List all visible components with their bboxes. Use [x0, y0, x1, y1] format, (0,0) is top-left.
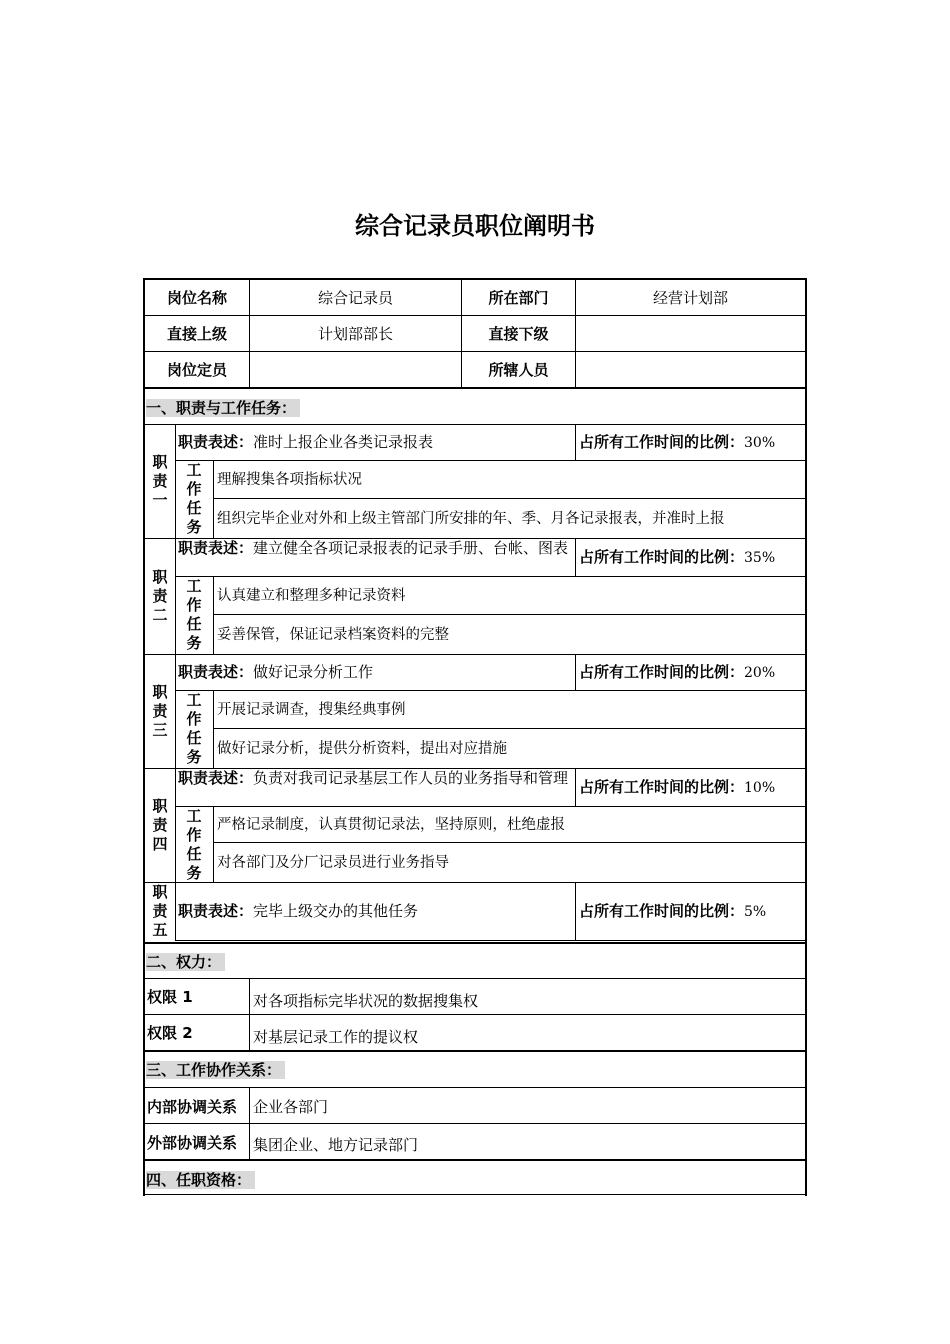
duty-4-task-1: 严格记录制度，认真贯彻记录法，坚持原则，杜绝虚报 [217, 817, 565, 833]
duty-1-name: 职责一 [152, 453, 168, 509]
duty-3-description: 做好记录分析工作 [253, 663, 374, 681]
duty-1-task-1: 理解搜集各项指标状况 [217, 472, 362, 488]
section-heading-qualifications: 四、任职资格： [146, 1171, 255, 1189]
duty-3-description-cell [178, 663, 572, 681]
position-name-label: 岗位名称 [166, 289, 227, 307]
power-value-2: 对基层记录工作的提议权 [253, 1028, 419, 1046]
power-value-1: 对各项指标完毕状况的数据搜集权 [253, 992, 479, 1010]
duty-3-ratio: 20% [744, 665, 776, 681]
duty-3-task-label: 工作任务 [186, 691, 202, 766]
position-description-table [143, 278, 807, 1196]
duty-4-task-label: 工作任务 [186, 807, 202, 882]
duty-3-task-2: 做好记录分析，提供分析资料，提出对应措施 [217, 741, 507, 757]
section-heading-duties: 一、职责与工作任务： [146, 399, 300, 417]
duty-2-task-1: 认真建立和整理多种记录资料 [217, 588, 406, 604]
duty-2-ratio-cell [579, 548, 775, 567]
section-heading-relations: 三、工作协作关系： [146, 1061, 285, 1079]
power-label-1: 权限 1 [147, 988, 193, 1006]
duty-5-description-label: 职责表述： [178, 902, 254, 920]
duty-4-task-2: 对各部门及分厂记录员进行业务指导 [217, 855, 449, 871]
duty-2-description: 建立健全各项记录报表的记录手册、台帐、图表 [253, 539, 569, 557]
duty-4-ratio-label: 占所有工作时间的比例： [579, 778, 745, 796]
duty-2-ratio: 35% [744, 550, 776, 566]
duty-2-task-2: 妥善保管，保证记录档案资料的完整 [217, 627, 449, 643]
duty-1-ratio: 30% [744, 435, 776, 451]
department-label: 所在部门 [488, 289, 549, 307]
duty-2-name: 职责二 [152, 568, 168, 624]
duty-3-name: 职责三 [152, 683, 168, 739]
duty-1-description: 准时上报企业各类记录报表 [253, 433, 434, 451]
duty-1-task-2: 组织完毕企业对外和上级主管部门所安排的年、季、月各记录报表，并准时上报 [217, 511, 725, 527]
power-label-2: 权限 2 [147, 1024, 193, 1042]
duty-4-description-label: 职责表述： [178, 769, 254, 787]
duty-3-ratio-cell [579, 663, 775, 682]
duty-5-ratio-cell [579, 902, 766, 921]
external-relation-value: 集团企业、地方记录部门 [253, 1136, 419, 1154]
external-relation-label: 外部协调关系 [147, 1134, 238, 1152]
subordinate-label: 直接下级 [488, 325, 549, 343]
duty-3-task-1: 开展记录调查，搜集经典事例 [217, 702, 406, 718]
duty-1-description-label: 职责表述： [178, 433, 254, 451]
duty-1-task-label: 工作任务 [186, 461, 202, 536]
duty-4-ratio-cell [579, 778, 775, 797]
internal-relation-label: 内部协调关系 [147, 1098, 238, 1116]
duty-5-description-cell [178, 902, 572, 920]
duty-4-ratio: 10% [744, 780, 776, 796]
duty-5-description: 完毕上级交办的其他任务 [253, 902, 419, 920]
duty-4-name: 职责四 [152, 797, 168, 853]
superior-value: 计划部部长 [317, 325, 393, 343]
superior-label: 直接上级 [166, 325, 227, 343]
position-name-value: 综合记录员 [317, 289, 393, 307]
duty-2-description-cell [178, 540, 572, 556]
duty-5-ratio: 5% [744, 904, 767, 920]
headcount-label: 岗位定员 [166, 361, 227, 379]
internal-relation-value: 企业各部门 [253, 1098, 329, 1116]
duty-1-ratio-cell [579, 433, 775, 452]
duty-5-name: 职责五 [152, 883, 168, 939]
page-title: 综合记录员职位阐明书 [355, 212, 595, 240]
duty-2-description-label: 职责表述： [178, 539, 254, 557]
duty-2-ratio-label: 占所有工作时间的比例： [579, 548, 745, 566]
duty-4-description-cell [178, 770, 572, 786]
duty-4-description: 负责对我司记录基层工作人员的业务指导和管理 [253, 769, 569, 787]
duty-1-ratio-label: 占所有工作时间的比例： [579, 433, 745, 451]
managed-staff-label: 所辖人员 [488, 361, 549, 379]
duty-5-ratio-label: 占所有工作时间的比例： [579, 902, 745, 920]
duty-3-description-label: 职责表述： [178, 663, 254, 681]
duty-1-description-cell [178, 433, 572, 451]
duty-2-task-label: 工作任务 [186, 577, 202, 652]
duty-3-ratio-label: 占所有工作时间的比例： [579, 663, 745, 681]
department-value: 经营计划部 [652, 289, 728, 307]
section-heading-powers: 二、权力： [146, 953, 225, 971]
